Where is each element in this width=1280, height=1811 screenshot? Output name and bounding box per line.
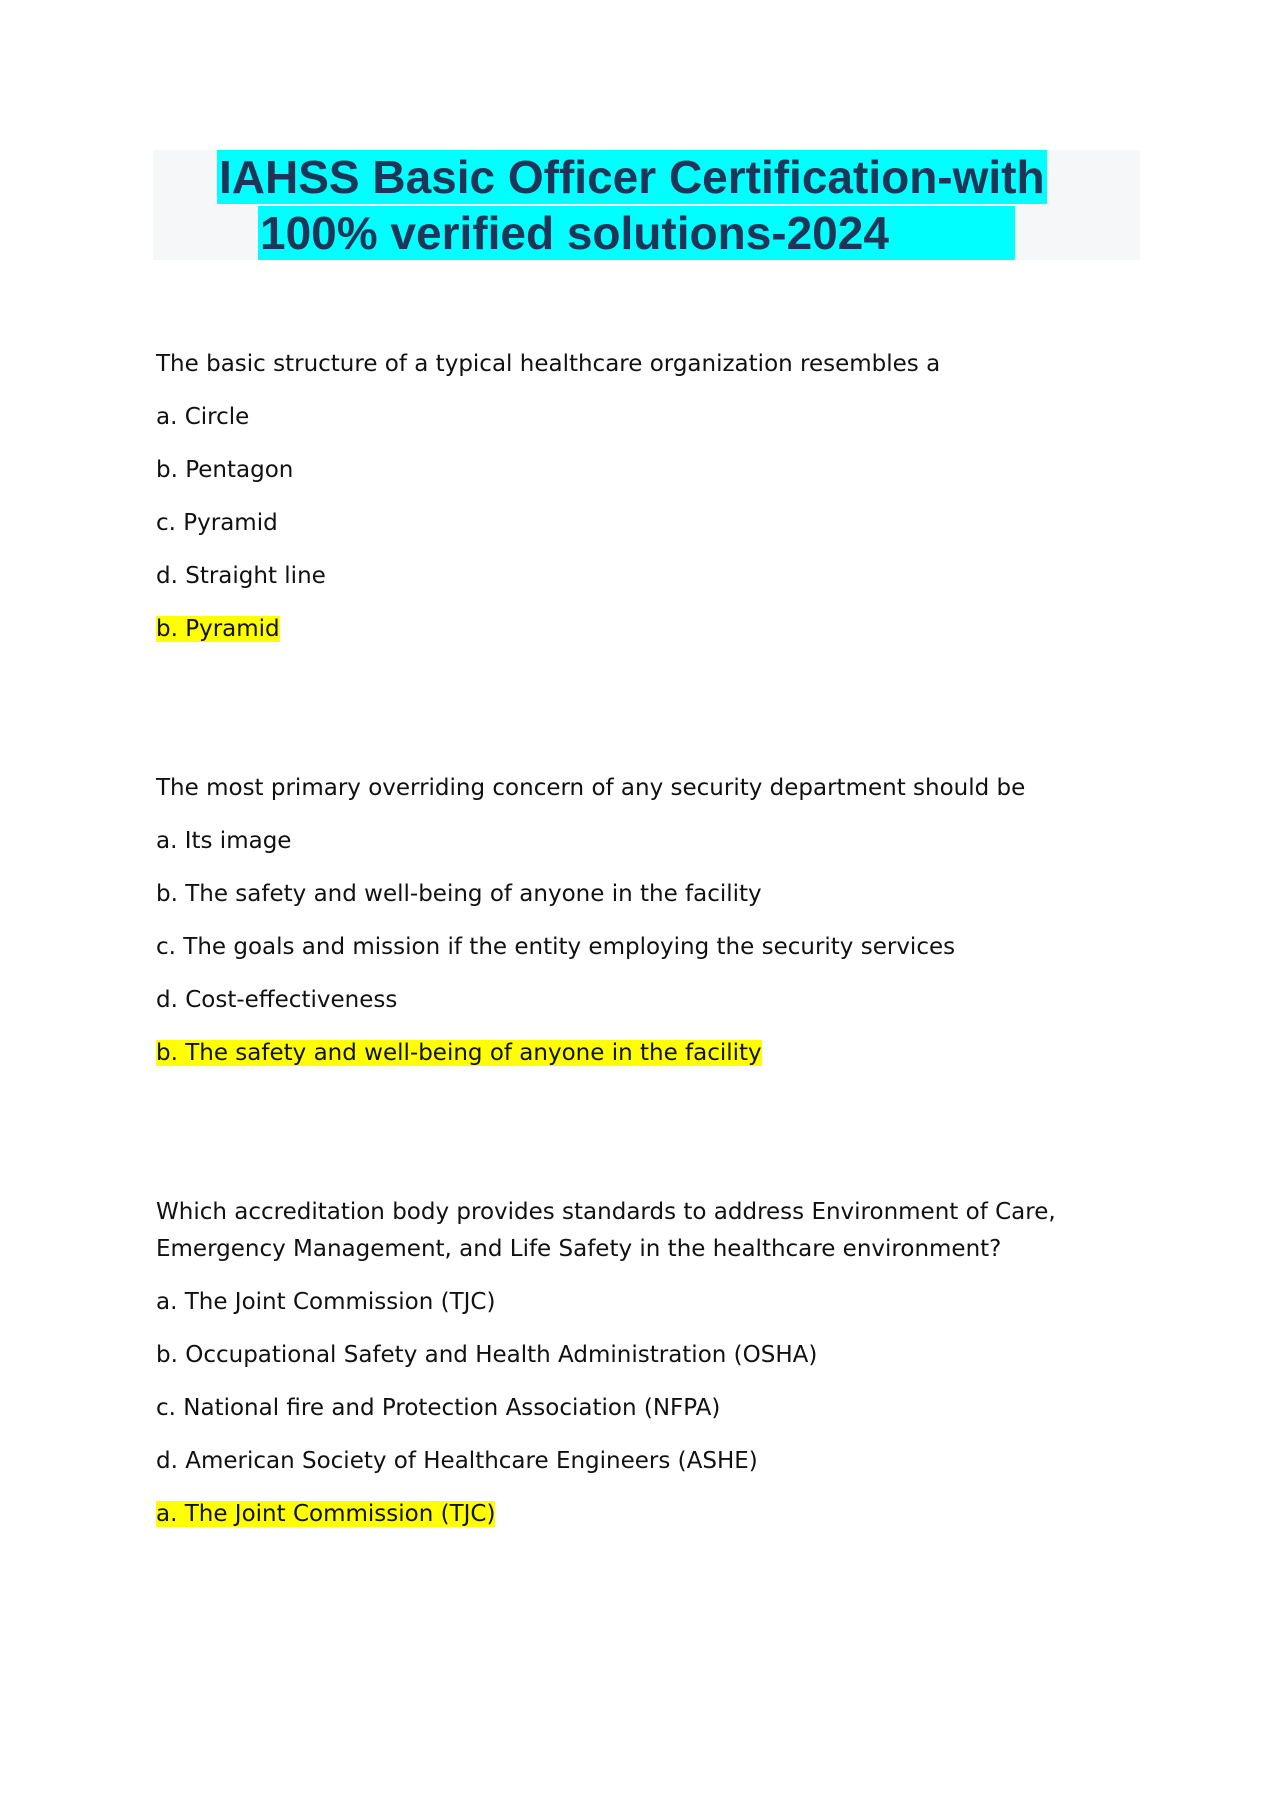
question-3-option-d: d. American Society of Healthcare Engineers (ASHE) bbox=[156, 1448, 758, 1474]
question-3-option-c: c. National fire and Protection Association (NFPA) bbox=[156, 1395, 721, 1421]
question-2-option-b: b. The safety and well-being of anyone in the facility bbox=[156, 881, 762, 907]
question-3-answer bbox=[156, 1496, 495, 1532]
question-3-option-b: b. Occupational Safety and Health Administration (OSHA) bbox=[156, 1342, 818, 1368]
question-1-answer-highlight: b. Pyramid bbox=[156, 616, 280, 642]
question-1-text: The basic structure of a typical healthcare organization resembles a bbox=[156, 351, 941, 377]
question-1-option-a: a. Circle bbox=[156, 404, 250, 430]
question-3-option-a: a. The Joint Commission (TJC) bbox=[156, 1289, 496, 1315]
question-3-text-line-2: Emergency Management, and Life Safety in the healthcare environment? bbox=[156, 1236, 1002, 1262]
question-1-option-c: c. Pyramid bbox=[156, 510, 278, 536]
document-title-line-2: 100% verified solutions-2024 bbox=[258, 206, 1015, 260]
question-2-answer bbox=[156, 1035, 762, 1071]
question-2-option-c: c. The goals and mission if the entity employing the security services bbox=[156, 934, 956, 960]
question-2-text: The most primary overriding concern of any security department should be bbox=[156, 775, 1026, 801]
question-1-option-d: d. Straight line bbox=[156, 563, 326, 589]
question-3-text-line-1: Which accreditation body provides standards to address Environment of Care, bbox=[156, 1199, 1056, 1225]
question-2-option-d: d. Cost-effectiveness bbox=[156, 987, 398, 1013]
question-3-answer-highlight: a. The Joint Commission (TJC) bbox=[156, 1501, 496, 1527]
question-2-answer-highlight: b. The safety and well-being of anyone in the facility bbox=[156, 1040, 762, 1066]
question-2-option-a: a. Its image bbox=[156, 828, 292, 854]
question-1-answer bbox=[156, 611, 280, 647]
document-title-line-1: IAHSS Basic Officer Certification-with bbox=[219, 151, 1045, 203]
question-1-option-b: b. Pentagon bbox=[156, 457, 294, 483]
